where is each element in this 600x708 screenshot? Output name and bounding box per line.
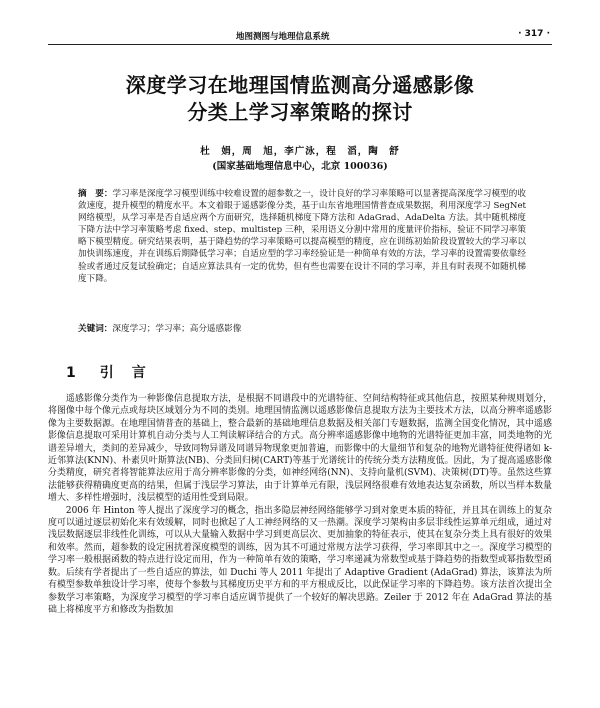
body-text: [48, 393, 552, 616]
keywords-label: 关键词：: [78, 324, 113, 334]
author-list: 杜 娟，周 旭，李广泳，程 滔，陶 舒: [200, 146, 400, 157]
page-number: · 317 ·: [518, 29, 550, 39]
keywords: [78, 323, 526, 335]
section-title: 引 言: [99, 365, 148, 381]
abstract: [78, 188, 526, 285]
paper-title: [0, 72, 600, 126]
abstract-label: 摘 要：: [78, 189, 113, 199]
section-number: 1: [66, 365, 78, 381]
journal-name: 地图测图与地理信息系统: [236, 32, 330, 42]
title-line-2: 分类上学习率策略的探讨: [187, 100, 413, 124]
abstract-text: 学习率是深度学习模型训练中较难设置的超参数之一，设计良好的学习率策略可以显著提高深度学习模型的收敛速度，提升模型的精度水平。本文着眼于遥感影像分类，基于山东省地理国情普查成果数据，利用深度学习 SegNet 网络模型，从学习率是否自适应两个方面研究，选择随机梯度下降方法和 AdaGrad、AdaDelta 方法。其中随机梯度下降方法中学习率策略考虑 fixed、step、multistep 三种，采用语义分割中常用的度量评价指标，验证不同学习率策略下模型精度。研究结果表明，基于降趋势的学习率策略可以提高模型的精度，应在训练初始阶段设置较大的学习率以加快训练速度，并在训练后期降低学习率；自适应型的学习率经验证是一种简单有效的方法，学习率的设置需要依靠经验或者通过反复试验确定；自适应算法具有一定的优势，但有些也需要在设计不同的学习率，并且有时表现不如随机梯度下降。: [78, 189, 526, 284]
affiliation: (国家基础地理信息中心，北京 100036): [212, 161, 388, 172]
keywords-text: 深度学习；学习率；高分遥感影像: [112, 324, 242, 334]
title-line-1: 深度学习在地理国情监测高分遥感影像: [125, 73, 475, 97]
section-heading: [66, 362, 148, 382]
paragraph-1: 遥感影像分类作为一种影像信息提取方法，是根据不同谱段中的光谱特征、空间结构特征或其他信息，按照某种规则划分，将图像中每个像元点或每块区域划分为不同的类别。地理国情监测以遥感影像信息提取方法为主要技术方法，以高分辨率遥感影像为主要数据源。在地理国情普查的基础上，整合最新的基础地理信息数据及相关部门专题数据，监测全国变化情况，其中遥感影像信息提取可采用计算机自动分类与人工判读解译结合的方式。高分辨率遥感影像中地物的光谱特征更加丰富，同类地物的光谱差异增大，类间的差异减少，导致同物异谱及同谱异物现象更加普遍，而影像中的大量细节和复杂的地物光谱特征使得诸如 k-近邻算法(KNN)、朴素贝叶斯算法(NB)、分类回归树(CART)等基于光谱统计的传统分类方法精度低。因此，为了提高遥感影像分类精度，研究者将智能算法应用于高分辨率影像的分类，如神经网络(NN)、支持向量机(SVM)、决策树(DT)等。虽然这些算法能够获得精确度更高的结果，但属于浅层学习算法，由于计算单元有限，浅层网络很难有效地表达复杂函数，所以当样本数量增大、多样性增强时，浅层模型的适用性受到局限。: [48, 394, 552, 504]
paragraph-2: 2006 年 Hinton 等人提出了深度学习的概念，指出多隐层神经网络能够学习到对象更本质的特征，并且其在训练上的复杂度可以通过逐层初始化来有效缓解，同时也掀起了人工神经网络的又一热潮。深度学习架构由多层非线性运算单元组成，通过对浅层数据逐层非线性化训练，可以从大量输入数据中学习到更高层次、更加抽象的特征表示，使其在复杂分类上具有很好的效果和效率。然而，超参数的设定困扰着深度模型的训练，因为其不可通过常规方法学习获得，学习率即其中之一。深度学习模型的学习率一般根据函数的特点进行设定而用，作为一种简单有效的策略，学习率递减为常数型或基于降趋势的指数型或幂指数型函数。后续有学者提出了一些自适应的算法，如 Duchi 等人 2011 年提出了 Adaptive Gradient (AdaGrad) 算法，该算法为所有模型参数单独设计学习率，使每个参数与其梯度历史平方和的平方根成反比，以此保证学习率的下降趋势。该方法首次提出全参数学习率策略，为深度学习模型的学习率自适应调节提供了一个较好的解决思路。Zeiler 于 2012 年在 AdaGrad 算法的基础上将梯度平方和修改为指数加: [48, 505, 552, 615]
running-header: [48, 26, 552, 45]
